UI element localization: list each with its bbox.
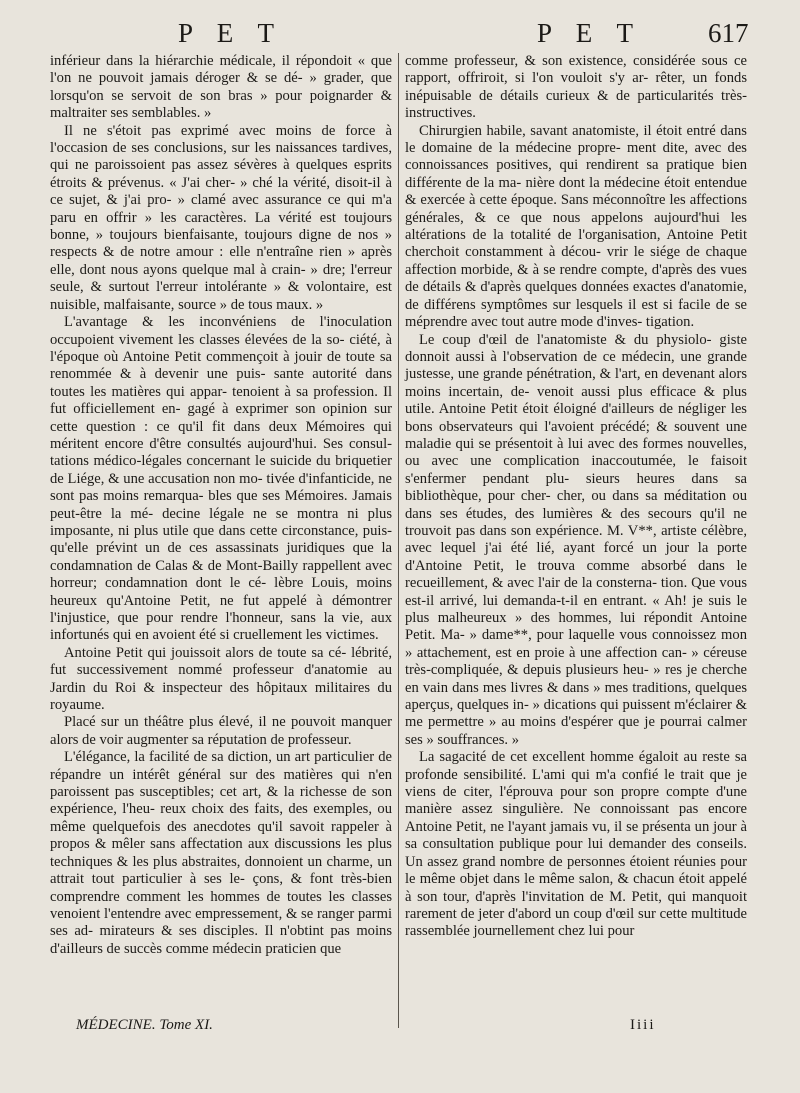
paragraph: inférieur dans la hiérarchie médicale, il répondoit « que l'on ne pouvoit jamais déroger & se dé- » grader, que lorsqu'on se servoit de son bras » pour poignarder & maltraiter ses semblables. » xyxy=(50,53,392,122)
left-column xyxy=(50,53,392,958)
paragraph: L'élégance, la facilité de sa diction, un art particulier de répandre un intérêt général sur des matières qui n'en paroissent pas susceptibles; cet art, & la richesse de son expérience, l'heu- reux choix des faits, des exemples, ou même quelquefois des anecdotes qu'il savoit rappeler à propos & mêler sans affectation aux discussions les plus techniques & les plus abstraites, donnoient un charme, un attrait tout particulier à ses le- çons, & font très-bien comprendre comment les hommes de toutes les classes venoient l'entendre avec empressement, & se ranger parmi ses ad- mirateurs & ses disciples. Il n'obtint pas moins d'ailleurs de succès comme médecin praticien que xyxy=(50,749,392,957)
paragraph: Il ne s'étoit pas exprimé avec moins de force à l'occasion de ses conclusions, sur les naissances tardives, qui ne paroissoient pas assez sévères à quelques esprits étroits & prévenus. « J'ai cher- » ché la vérité, disoit-il à ce sujet, & j'ai pro- » clamé avec assurance ce qui m'a paru en offrir » les caractères. La vérité est toujours bonne, » toujours bienfaisante, toujours digne de nos » respects & de notre amour : elle n'entraîne rien » après elle, dont nous ayons quelque mal à crain- » dre; l'erreur seule, & surtout l'erreur intolérante » & volontaire, est nuisible, malfaisante, source » de tous maux. » xyxy=(50,122,392,313)
paragraph: comme professeur, & son existence, considérée sous ce rapport, offriroit, si l'on vouloit s'y ar- rêter, un fonds inépuisable de détails curieux & de particularités très-instructives. xyxy=(405,53,747,122)
running-head xyxy=(0,10,800,50)
column-divider xyxy=(398,53,399,1028)
page-number: 617 xyxy=(708,18,749,48)
right-column xyxy=(405,53,747,941)
page-footer xyxy=(0,1014,800,1044)
paragraph: La sagacité de cet excellent homme égaloit au reste sa profonde sensibilité. L'ami qui m'a confié le trait que je viens de citer, l'éprouva pour son propre compte d'une manière assez singulière. Ne connoissant pas encore Antoine Petit, ne l'ayant jamais vu, il se présenta un jour à sa consultation publique pour lui demander des conseils. Un assez grand nombre de personnes étoient réunies pour le même objet dans le même salon, & chacun étoit appelé à son tour, d'après l'invitation de M. Petit, qui manquoit rarement de jeter d'abord un coup d'œil sur cette multitude rassemblée journellement chez lui pour xyxy=(405,749,747,940)
running-head-right: P E T xyxy=(537,18,643,48)
paragraph: Placé sur un théâtre plus élevé, il ne pouvoit manquer alors de voir augmenter sa réputation de professeur. xyxy=(50,714,392,748)
volume-signature: MÉDECINE. Tome XI. xyxy=(76,1017,213,1033)
paragraph: Antoine Petit qui jouissoit alors de toute sa cé- lébrité, fut successivement nommé professeur d'anatomie au Jardin du Roi & inspecteur des hôpitaux militaires du royaume. xyxy=(50,644,392,714)
paragraph: L'avantage & les inconvéniens de l'inoculation occupoient vivement les classes élevées de la so- ciété, à l'époque où Antoine Petit commençoit à jouir de toute sa renommée & à devenir une puis- sante autorité dans toutes les matières qui appar- tenoient à sa profession. Il fut officiellement en- gagé à exprimer son opinion sur cette question : ce qu'il fit dans deux Mémoires qui méritent encore d'être consultés aujourd'hui. Ses consul- tations médico-légales concernant le suicide du briquetier de Liége, & une accusation non mo- tivée d'infanticide, ne sont pas moins remarqua- bles que ses Mémoires. Jamais peut-être la mé- decine légale ne se montra ni plus imposante, ni plus utile que dans cette circonstance, puis- qu'elle prévint un de ces assassinats juridiques que la condamnation de Calas & de Mont-Bailly rappellent avec horreur; condamnation dont le cé- lèbre Louis, moins heureux qu'Antoine Petit, ne fut appelé à démontrer l'injustice, que pour rendre l'honneur, sans la vie, aux infortunés qui en avoient été si cruellement les victimes. xyxy=(50,314,392,644)
paragraph: Chirurgien habile, savant anatomiste, il étoit entré dans le domaine de la médecine propre- ment dite, avec des connoissances positives, qui rendirent sa pratique bien différente de la ma- nière dont la médecine étoit entendue & exercée à cette époque. Sans méconnoître les affections générales, & ce que nous appelons aujourd'hui les altérations de la totalité de l'organisation, Antoine Petit cherchoit constamment à décou- vrir le siége de chaque affection morbide, & à se rendre compte, d'après des vues de détails & d'après quelques données exactes d'anatomie, de différens symptômes sur lesquels il est si facile de se méprendre avec tout autre mode d'inves- tigation. xyxy=(405,122,747,331)
signature-mark: Iiii xyxy=(630,1017,656,1033)
paragraph: Le coup d'œil de l'anatomiste & du physiolo- giste donnoit aussi à l'observation de ce médecin, une grande justesse, une grande pénétration, & l'art, en devenant alors moins incertain, de- venoit aussi plus efficace & plus utile. Antoine Petit étoit éloigné d'ailleurs de négliger les bons observateurs qui l'avoient précédé; & souvent une maladie qui se présentoit à lui avec des formes nouvelles, ou avec une complication inaccoutumée, le faisoit s'enfermer pendant plu- sieurs heures dans sa bibliothèque, pour cher- cher, ou dans sa méditation ou dans ses études, des lumières & des secours qu'il ne trouvoit pas dans son expérience. M. V**, artiste célèbre, avec lequel j'ai été lié, ayant forcé un jour la porte d'Antoine Petit, le trouva comme absorbé dans le recueillement, & avec l'air de la consterna- tion. Que vous est-il arrivé, lui demanda-t-il en entrant. « Ah! je suis le plus malheureux » des hommes, lui répondit Antoine Petit. Ma- » dame**, pour laquelle vous connoissez mon » attachement, est en proie à une affection can- » céreuse très-compliquée, & depuis plusieurs heu- » res je cherche en vain dans mes livres & dans » mes traditions, quelques aperçus, quelques in- » dications qui puissent m'éclairer & me permettre » au moins d'espérer que je pourrai calmer ses » souffrances. » xyxy=(405,331,747,748)
running-head-left: P E T xyxy=(178,18,284,48)
